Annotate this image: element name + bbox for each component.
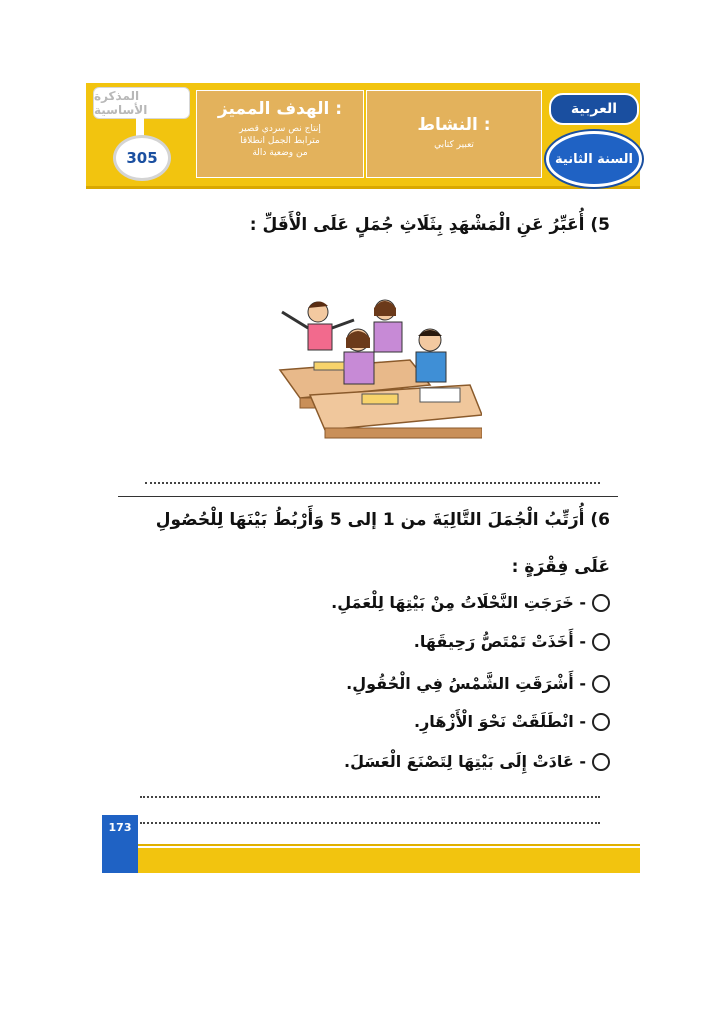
answer-line-q6-2[interactable]: [140, 822, 600, 824]
order-radio-3[interactable]: [592, 675, 610, 693]
order-radio-1[interactable]: [592, 594, 610, 612]
sentence-1: [331, 593, 610, 612]
goal-box: [196, 90, 364, 178]
activity-title: النشاط :: [417, 115, 491, 135]
sentence-5-text: - عَادَتْ إِلَى بَيْتِهَا لِتَصْنَعَ الْعَسَلَ.: [344, 752, 586, 771]
footer-band: [138, 848, 640, 873]
sentence-3-text: - أَشْرَقَتِ الشَّمْسُ فِي الْحُقُولِ.: [346, 674, 586, 693]
order-radio-2[interactable]: [592, 633, 610, 651]
sentence-1-text: - خَرَجَتِ النَّحْلَاتُ مِنْ بَيْتِهَا لِلْعَمَلِ.: [331, 593, 586, 612]
header-divider: [86, 186, 640, 189]
goal-line-1: إنتاج نص سردي قصير: [239, 124, 321, 134]
answer-line-q5[interactable]: [145, 482, 600, 484]
activity-value: تعبير كتابي: [434, 140, 474, 150]
subject-pill: العربية: [549, 93, 639, 125]
goal-line-2: مترابط الجمل انطلاقا: [240, 136, 320, 146]
question-6-prompt-cont: عَلَى فِقْرَةٍ :: [511, 557, 610, 577]
question-6-prompt: 6) أُرَتِّبُ الْجُمَلَ التَّالِيَةَ من 1 إلى 5 وَأَرْبُطُ بَيْنَهَا لِلْحُصُولِ: [155, 510, 610, 530]
classroom-illustration: [270, 290, 482, 440]
order-radio-5[interactable]: [592, 753, 610, 771]
notebook-label: المذكرة الأساسية: [93, 87, 190, 119]
sentence-3: [346, 674, 610, 693]
section-divider: [118, 496, 618, 497]
sentence-2: [414, 632, 610, 651]
page-number: 173: [102, 815, 138, 873]
sentence-4: [414, 712, 610, 731]
badge-stem: [136, 117, 144, 137]
order-radio-4[interactable]: [592, 713, 610, 731]
sentence-2-text: - أَخَذَتْ تَمْتَصُّ رَحِيقَهَا.: [413, 632, 586, 651]
lesson-number-badge: 305: [113, 135, 171, 181]
footer-rule: [138, 844, 640, 846]
goal-title: الهدف المميز :: [217, 99, 343, 119]
sentence-4-text: - انْطَلَقَتْ نَحْوَ الْأَزْهَارِ.: [414, 712, 586, 731]
question-5-prompt: 5) أُعَبِّرُ عَنِ الْمَشْهَدِ بِثَلَاثِ جُمَلٍ عَلَى الْأَقَلِّ :: [249, 215, 610, 235]
goal-line-3: من وضعية دالة: [252, 148, 308, 158]
answer-line-q6-1[interactable]: [140, 796, 600, 798]
year-badge: السنة الثانية: [546, 131, 642, 187]
activity-box: [366, 90, 542, 178]
sentence-5: [344, 752, 610, 771]
